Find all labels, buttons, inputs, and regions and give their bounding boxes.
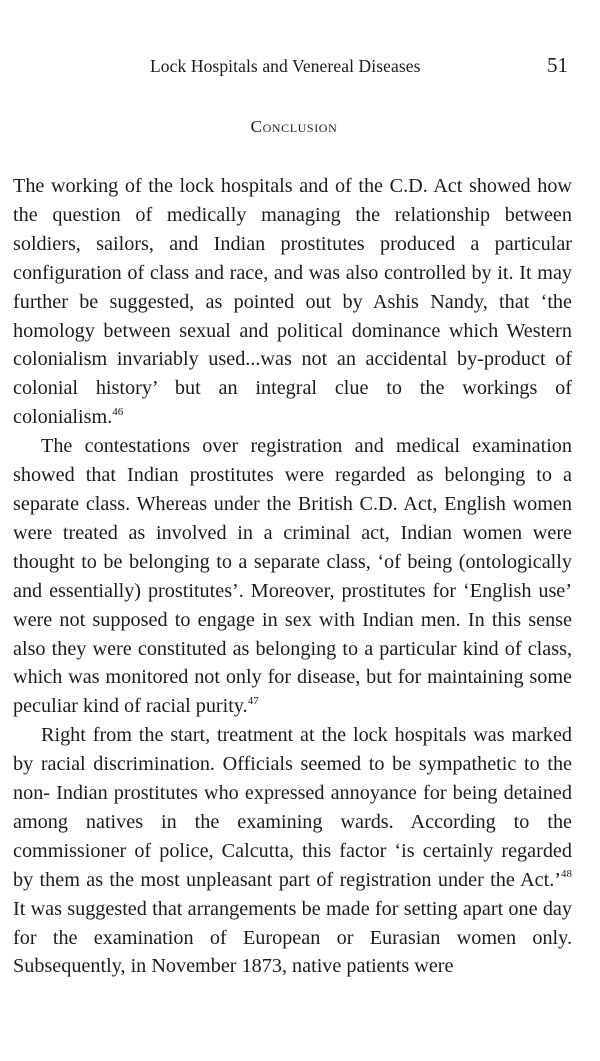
paragraph-text: Right from the start, treatment at the lock hospitals was marked by racial discrimination. Officials seemed to be sympathetic to the non- Indian prostitutes who expressed annoyance for being detained among natives in the examining wards. According to the commissioner of police, Calcutta, this factor ‘is certainly regarded by them as the most unpleasant part of registration under the Act.’: [13, 724, 572, 891]
paragraph-text: The contestations over registration and medical examination showed that Indian prostitutes were regarded as belonging to a separate class. Whereas under the British C.D. Act, English women were treated as involved in a criminal act, Indian women were thought to be belonging to a separate class, ‘of being (ontologically and essentially) prostitutes’. Moreover, prostitutes for ‘English use’ were not supposed to engage in sex with Indian men. In this sense also they were constituted as belonging to a particular kind of class, which was monitored not only for disease, but for maintaining some peculiar kind of racial purity.: [13, 435, 572, 718]
footnote-reference: 46: [112, 405, 124, 418]
running-head-title: Lock Hospitals and Venereal Diseases: [150, 56, 421, 76]
paragraph: [13, 172, 572, 432]
section-heading: Conclusion: [250, 117, 338, 136]
footnote-reference: 48: [561, 868, 572, 881]
paragraph: [13, 721, 572, 981]
paragraph: [13, 432, 572, 721]
page-number: 51: [547, 53, 568, 77]
footnote-reference: 47: [247, 694, 259, 707]
paragraph-text: It was suggested that arrangements be made for setting apart one day for the examination of European or Eurasian women only. Subsequently, in November 1873, native patients were: [13, 897, 572, 978]
body-text: [13, 172, 572, 981]
paragraph-text: The working of the lock hospitals and of the C.D. Act showed how the question of medically managing the relationship between soldiers, sailors, and Indian prostitutes produced a particular configuration of class and race, and was also controlled by it. It may further be suggested, as pointed out by Ashis Nandy, that ‘the homology between sexual and political dominance which Western colonialism invariably used...was not an accidental by-product of colonial history’ but an integral clue to the workings of colonialism.: [13, 175, 572, 429]
